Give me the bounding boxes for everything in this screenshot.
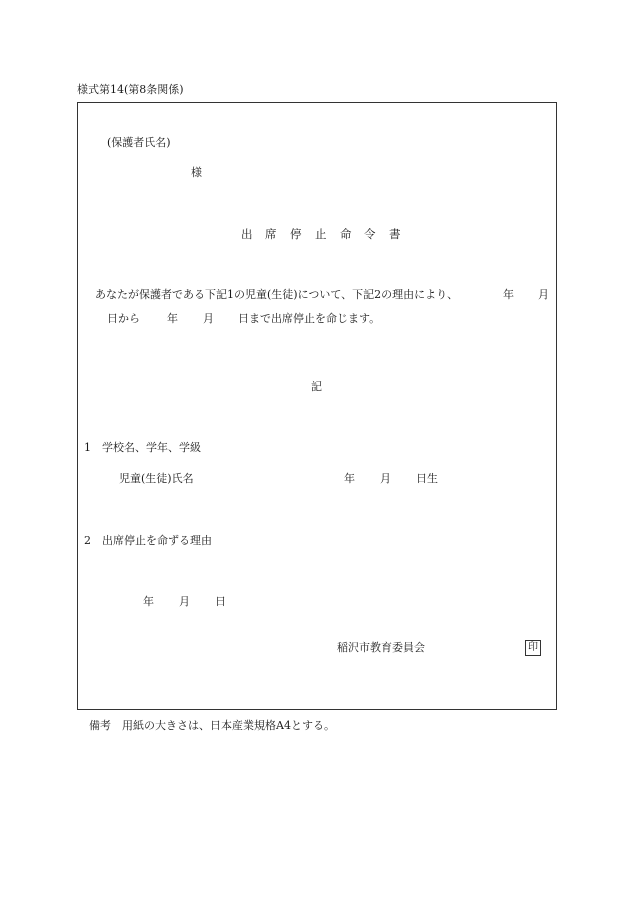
item1-label: 1 学校名、学年、学級: [84, 441, 201, 454]
body-line2-month: 月: [203, 312, 214, 325]
title-char: 席: [265, 227, 277, 241]
birth-day: 日生: [416, 472, 438, 485]
body-line1-text: あなたが保護者である下記1の児童(生徒)について、下記2の理由により、: [95, 288, 459, 301]
date-day: 日: [215, 595, 226, 608]
title-char: 命: [340, 227, 352, 241]
seal-stamp: 印: [525, 640, 541, 656]
footnote: 備考 用紙の大きさは、日本産業規格A4とする。: [89, 719, 335, 732]
birth-year: 年: [344, 472, 355, 485]
body-line2-year: 年: [167, 312, 178, 325]
form-number: 様式第14(第8条関係): [77, 83, 184, 96]
body-line1-month: 月: [538, 288, 549, 301]
title-char: 出: [241, 227, 253, 241]
form-frame: [77, 102, 557, 710]
issuer-name: 稲沢市教育委員会: [337, 641, 425, 654]
date-month: 月: [179, 595, 190, 608]
body-line2-day-from: 日から: [107, 312, 140, 325]
title-char: 令: [364, 227, 376, 241]
date-year: 年: [143, 595, 154, 608]
title-char: 停: [290, 227, 302, 241]
body-line1-year: 年: [503, 288, 514, 301]
ki-heading: 記: [311, 380, 322, 393]
item2-label: 2 出席停止を命ずる理由: [84, 534, 212, 547]
birth-month: 月: [380, 472, 391, 485]
title-char: 書: [389, 227, 401, 241]
guardian-name-label: (保護者氏名): [107, 136, 171, 149]
body-line2-until: 日まで出席停止を命じます。: [238, 312, 381, 325]
student-name-label: 児童(生徒)氏名: [119, 472, 194, 485]
title-char: 止: [315, 227, 327, 241]
honorific: 様: [191, 166, 202, 179]
